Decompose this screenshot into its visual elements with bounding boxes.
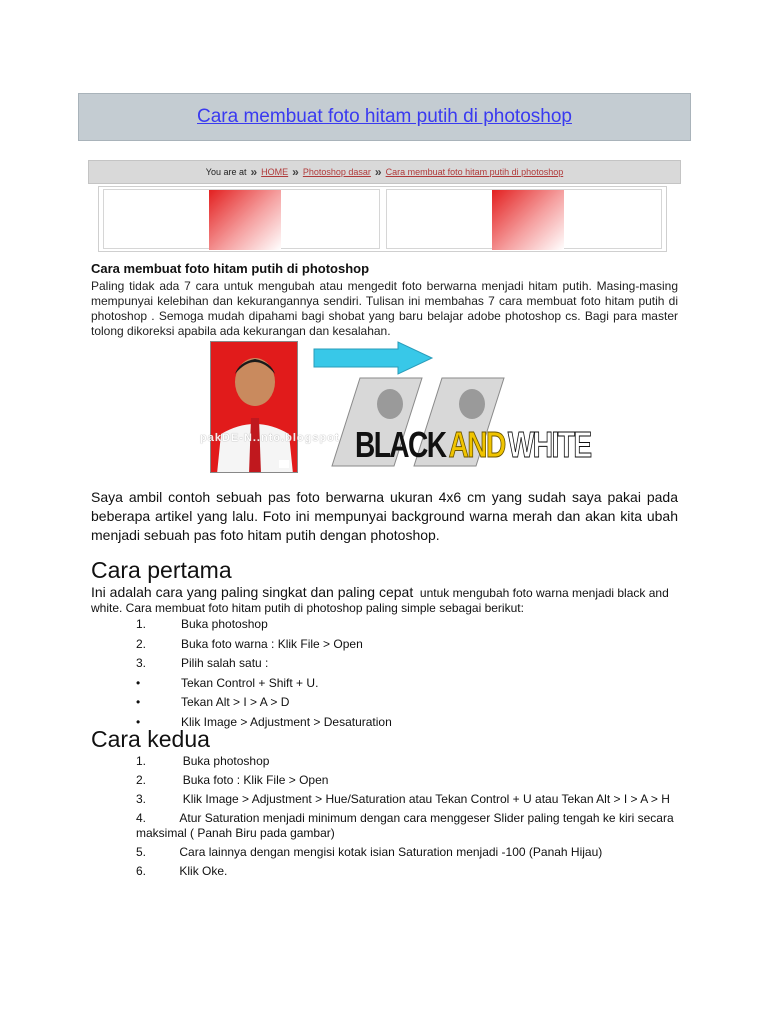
list-item-number: 3. (136, 792, 147, 806)
article-heading: Cara membuat foto hitam putih di photoshop (91, 261, 370, 276)
logo-word-and: AND (448, 424, 505, 465)
list-item-bullet: • (136, 714, 141, 729)
list-item-number: 6. (136, 864, 147, 878)
list-item-number: 2. (136, 636, 147, 651)
list-item (91, 615, 691, 635)
list-item-number: 1. (136, 754, 147, 768)
list-item-text: Klik Oke. (179, 864, 228, 878)
breadcrumb-separator: » (292, 165, 299, 179)
list-item-bullet: • (136, 675, 141, 690)
breadcrumb (88, 160, 681, 184)
list-item (91, 754, 691, 769)
list-item-number: 1. (136, 617, 147, 631)
list-item-text: Cara lainnya dengan mengisi kotak isian Saturation menjadi -100 (Panah Hijau) (179, 845, 603, 859)
breadcrumb-home-link[interactable]: HOME (261, 167, 289, 177)
list-item-text: Buka foto : Klik File > Open (182, 773, 329, 787)
list-item (91, 654, 691, 674)
list-item-bullet: • (136, 695, 141, 709)
list-item-number: 2. (136, 773, 147, 787)
breadcrumb-category-link[interactable]: Photoshop dasar (302, 167, 371, 177)
image-watermark: pakDE-N..nto.blogspot (200, 432, 340, 444)
list-item-text: Buka photoshop (182, 754, 270, 768)
title-box (78, 93, 691, 141)
list-item (91, 792, 691, 807)
breadcrumb-separator: » (250, 165, 258, 179)
breadcrumb-current-link[interactable]: Cara membuat foto hitam putih di photoshop (385, 167, 564, 177)
list-item (91, 773, 691, 788)
logo-word-white: WHITE (507, 424, 591, 465)
cara-pertama-intro-rest: untuk mengubah foto warna menjadi black and white. Cara membuat foto hitam putih di photoshop paling simple sebagai berikut: (91, 586, 669, 615)
ad-banner-row (98, 186, 667, 252)
list-item (91, 635, 691, 655)
ad-gradient-image (209, 190, 281, 250)
ad-banner[interactable] (103, 189, 380, 249)
page-title-link[interactable]: Cara membuat foto hitam putih di photoshop (197, 106, 572, 127)
list-item (91, 693, 691, 713)
cara-pertama-intro (91, 585, 691, 616)
breadcrumb-prefix: You are at (205, 167, 247, 177)
list-item-text: Klik Image > Adjustment > Hue/Saturation atau Tekan Control + U atau Tekan Alt > I > A > H (182, 792, 670, 806)
list-item (91, 811, 691, 841)
color-passport-photo (210, 341, 298, 473)
cara-pertama-steps (91, 615, 691, 732)
cara-kedua-steps (91, 754, 691, 883)
article-paragraph-2: Saya ambil contoh sebuah pas foto berwarna ukuran 4x6 cm yang sudah saya pakai pada beberapa artikel yang lalu. Foto ini mempunyai background warna merah dan akan kita ubah menjadi sebuah pas foto hitam putih dengan photoshop. (91, 489, 678, 543)
list-item (91, 845, 691, 860)
arrow-right-icon (312, 341, 434, 375)
breadcrumb-separator: » (374, 165, 382, 179)
list-item-text: Buka foto warna : Klik File > Open (181, 636, 363, 651)
black-and-white-logo (355, 424, 591, 466)
list-item-text: Pilih salah satu : (181, 656, 269, 670)
list-item-text: Buka photoshop (181, 617, 268, 631)
section-title-cara-pertama: Cara pertama (91, 557, 232, 583)
list-item-text: Atur Saturation menjadi minimum dengan cara menggeser Slider paling tengah ke kiri secara maksimal ( Panah Biru pada gambar) (136, 811, 674, 840)
list-item-number: 5. (136, 845, 147, 859)
list-item-text: Klik Image > Adjustment > Desaturation (181, 714, 392, 729)
section-title-cara-kedua: Cara kedua (91, 726, 210, 752)
ad-banner[interactable] (386, 189, 663, 249)
cara-pertama-intro-lead: Ini adalah cara yang paling singkat dan paling cepat (91, 584, 414, 600)
logo-word-black: BLACK (355, 424, 446, 465)
list-item (91, 864, 691, 879)
ad-gradient-image (492, 190, 564, 250)
list-item-text: Tekan Alt > I > A > D (181, 695, 290, 709)
article-intro: Paling tidak ada 7 cara untuk mengubah atau mengedit foto berwarna menjadi hitam putih. Masing-masing mempunyai kelebihan dan kekurangannya sendiri. Tulisan ini membahas 7 cara membuat foto hitam putih di photoshop . Semoga mudah dipahami bagi shobat yang baru belajar adobe photoshop cs. Bagi para master tolong dikoreksi apabila ada kekurangan dan kesalahan. (91, 279, 678, 338)
list-item-number: 4. (136, 811, 147, 825)
list-item-text: Tekan Control + Shift + U. (181, 675, 319, 690)
list-item (91, 674, 691, 694)
list-item-number: 3. (136, 656, 147, 670)
